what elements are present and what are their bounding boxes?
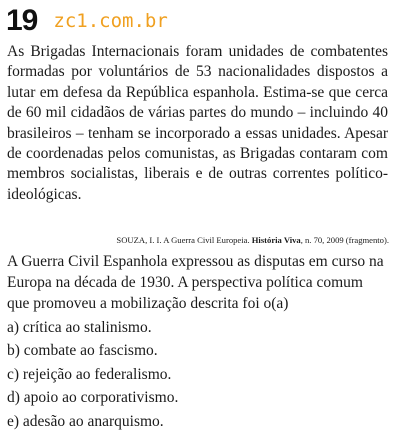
option-e[interactable]: e) adesão ao anarquismo. [7,412,164,430]
option-b[interactable]: b) combate ao fascismo. [7,342,158,360]
citation [116,235,389,245]
question-statement: A Guerra Civil Espanhola expressou as disputas em curso na Europa na década de 1930. A perspectiva política comum que promoveu a mobilização descrita foi o(a) [7,253,384,313]
citation-journal: História Viva [251,235,301,245]
option-a[interactable]: a) crítica ao stalinismo. [7,319,152,336]
answer-options [7,318,178,435]
watermark: zc1.com.br [53,10,168,32]
question-number: 19 [6,4,38,37]
option-d[interactable]: d) apoio ao corporativismo. [7,389,179,407]
citation-author: SOUZA, I. I. A Guerra Civil Europeia. [116,235,252,245]
source-passage: As Brigadas Internacionais foram unidades de combatentes formadas por voluntários de 53 nacionalidades dispostos a lutar em defesa da República espanhola. Estima-se que cerca de 60 mil cidadãos de várias partes do mundo – incluindo 40 brasileiros – tenham se incorporado a essas unidades. Apesar de coordenadas pelos comunistas, as Brigadas contaram com membros socialistas, liberais e de outras correntes político-ideológicas. [7,43,388,203]
option-c[interactable]: c) rejeição ao federalismo. [7,365,172,383]
question-header [6,4,168,38]
citation-details: , n. 70, 2009 (fragmento). [300,235,389,245]
